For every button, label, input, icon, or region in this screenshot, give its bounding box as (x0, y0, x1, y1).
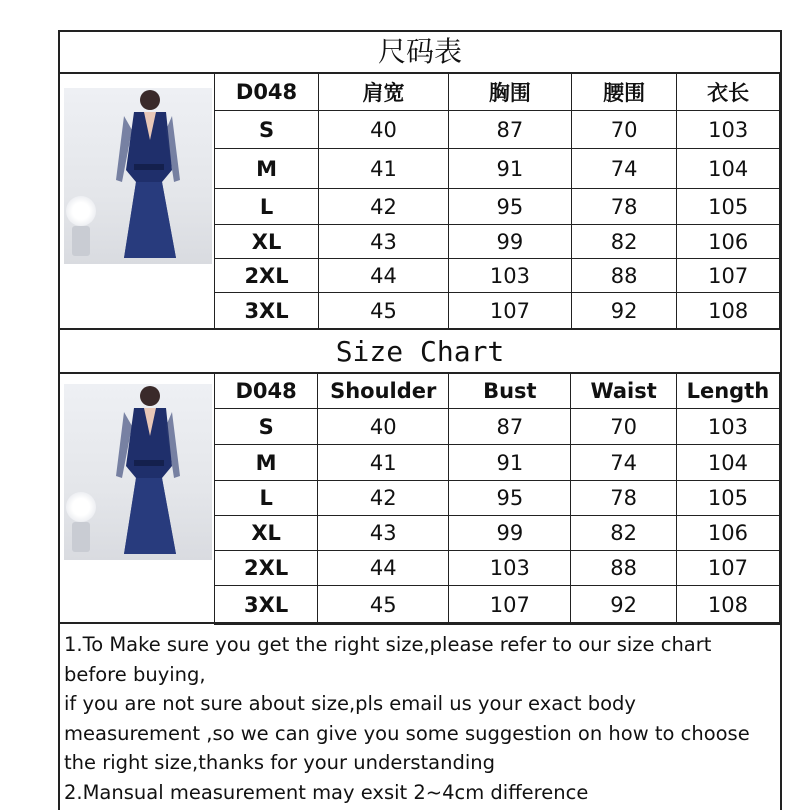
value-cell: 45 (318, 586, 449, 625)
value-cell: 92 (572, 293, 677, 329)
value-cell: 106 (677, 225, 780, 259)
table-header-row (215, 73, 780, 111)
table-row (215, 516, 780, 551)
value-cell: 87 (449, 409, 571, 445)
value-cell: 74 (571, 445, 676, 481)
dress-photo (64, 88, 212, 264)
size-cell: S (215, 409, 318, 445)
value-cell: 40 (319, 111, 449, 149)
value-cell: 105 (676, 481, 779, 516)
value-cell: 41 (318, 445, 449, 481)
vase-decoration (72, 226, 90, 256)
english-title: Size Chart (335, 335, 505, 368)
header-cell: 胸围 (448, 73, 571, 111)
value-cell: 91 (448, 149, 571, 189)
value-cell: 41 (319, 149, 449, 189)
value-cell: 107 (676, 551, 779, 586)
header-cell: D048 (215, 373, 318, 409)
value-cell: 43 (319, 225, 449, 259)
size-cell: XL (215, 516, 318, 551)
size-cell: 2XL (215, 551, 318, 586)
table-row (215, 225, 780, 259)
value-cell: 108 (677, 293, 780, 329)
divider (60, 622, 780, 624)
table-row (215, 409, 780, 445)
value-cell: 88 (572, 259, 677, 293)
dress-photo (64, 384, 212, 560)
value-cell: 107 (449, 586, 571, 625)
header-cell: Bust (449, 373, 571, 409)
value-cell: 87 (448, 111, 571, 149)
navy-dress-illustration (116, 90, 180, 260)
value-cell: 40 (318, 409, 449, 445)
navy-dress-illustration (116, 386, 180, 556)
table-header-row (215, 373, 780, 409)
value-cell: 44 (319, 259, 449, 293)
value-cell: 92 (571, 586, 676, 625)
value-cell: 99 (448, 225, 571, 259)
size-cell: 2XL (215, 259, 319, 293)
header-cell: D048 (215, 73, 319, 111)
size-cell: 3XL (215, 586, 318, 625)
size-chart-document (58, 30, 782, 810)
size-cell: M (215, 149, 319, 189)
header-cell: 衣长 (677, 73, 780, 111)
size-notes (64, 630, 776, 807)
value-cell: 104 (676, 445, 779, 481)
chinese-size-table (214, 72, 780, 329)
value-cell: 91 (449, 445, 571, 481)
size-cell: XL (215, 225, 319, 259)
size-cell: L (215, 189, 319, 225)
value-cell: 42 (319, 189, 449, 225)
table-row (215, 111, 780, 149)
note-line: if you are not sure about size,pls email us your exact body measurement ,so we can give you some suggestion on how to choose the right size,thanks for your understanding (64, 692, 750, 774)
table-row (215, 586, 780, 625)
value-cell: 44 (318, 551, 449, 586)
value-cell: 82 (572, 225, 677, 259)
note-line: 2.Mansual measurement may exsit 2~4cm difference (64, 780, 589, 804)
flower-decoration (66, 196, 96, 226)
value-cell: 106 (676, 516, 779, 551)
value-cell: 103 (448, 259, 571, 293)
table-row (215, 445, 780, 481)
value-cell: 95 (448, 189, 571, 225)
value-cell: 43 (318, 516, 449, 551)
flower-decoration (66, 492, 96, 522)
table-row (215, 293, 780, 329)
header-cell: Length (676, 373, 779, 409)
value-cell: 45 (319, 293, 449, 329)
table-row (215, 149, 780, 189)
vase-decoration (72, 522, 90, 552)
chinese-title: 尺码表 (377, 35, 462, 68)
value-cell: 99 (449, 516, 571, 551)
size-cell: S (215, 111, 319, 149)
value-cell: 107 (677, 259, 780, 293)
value-cell: 107 (448, 293, 571, 329)
value-cell: 103 (677, 111, 780, 149)
header-cell: Shoulder (318, 373, 449, 409)
header-cell: 肩宽 (319, 73, 449, 111)
english-size-table (214, 372, 780, 625)
value-cell: 70 (572, 111, 677, 149)
value-cell: 105 (677, 189, 780, 225)
note-line: 1.To Make sure you get the right size,please refer to our size chart before buying, (64, 633, 712, 686)
table-row (215, 259, 780, 293)
value-cell: 104 (677, 149, 780, 189)
size-cell: M (215, 445, 318, 481)
value-cell: 95 (449, 481, 571, 516)
header-cell: Waist (571, 373, 676, 409)
value-cell: 78 (571, 481, 676, 516)
size-cell: L (215, 481, 318, 516)
header-cell: 腰围 (572, 73, 677, 111)
value-cell: 42 (318, 481, 449, 516)
value-cell: 88 (571, 551, 676, 586)
size-cell: 3XL (215, 293, 319, 329)
value-cell: 70 (571, 409, 676, 445)
value-cell: 74 (572, 149, 677, 189)
value-cell: 103 (449, 551, 571, 586)
table-row (215, 481, 780, 516)
value-cell: 108 (676, 586, 779, 625)
value-cell: 82 (571, 516, 676, 551)
table-row (215, 189, 780, 225)
value-cell: 78 (572, 189, 677, 225)
table-row (215, 551, 780, 586)
value-cell: 103 (676, 409, 779, 445)
